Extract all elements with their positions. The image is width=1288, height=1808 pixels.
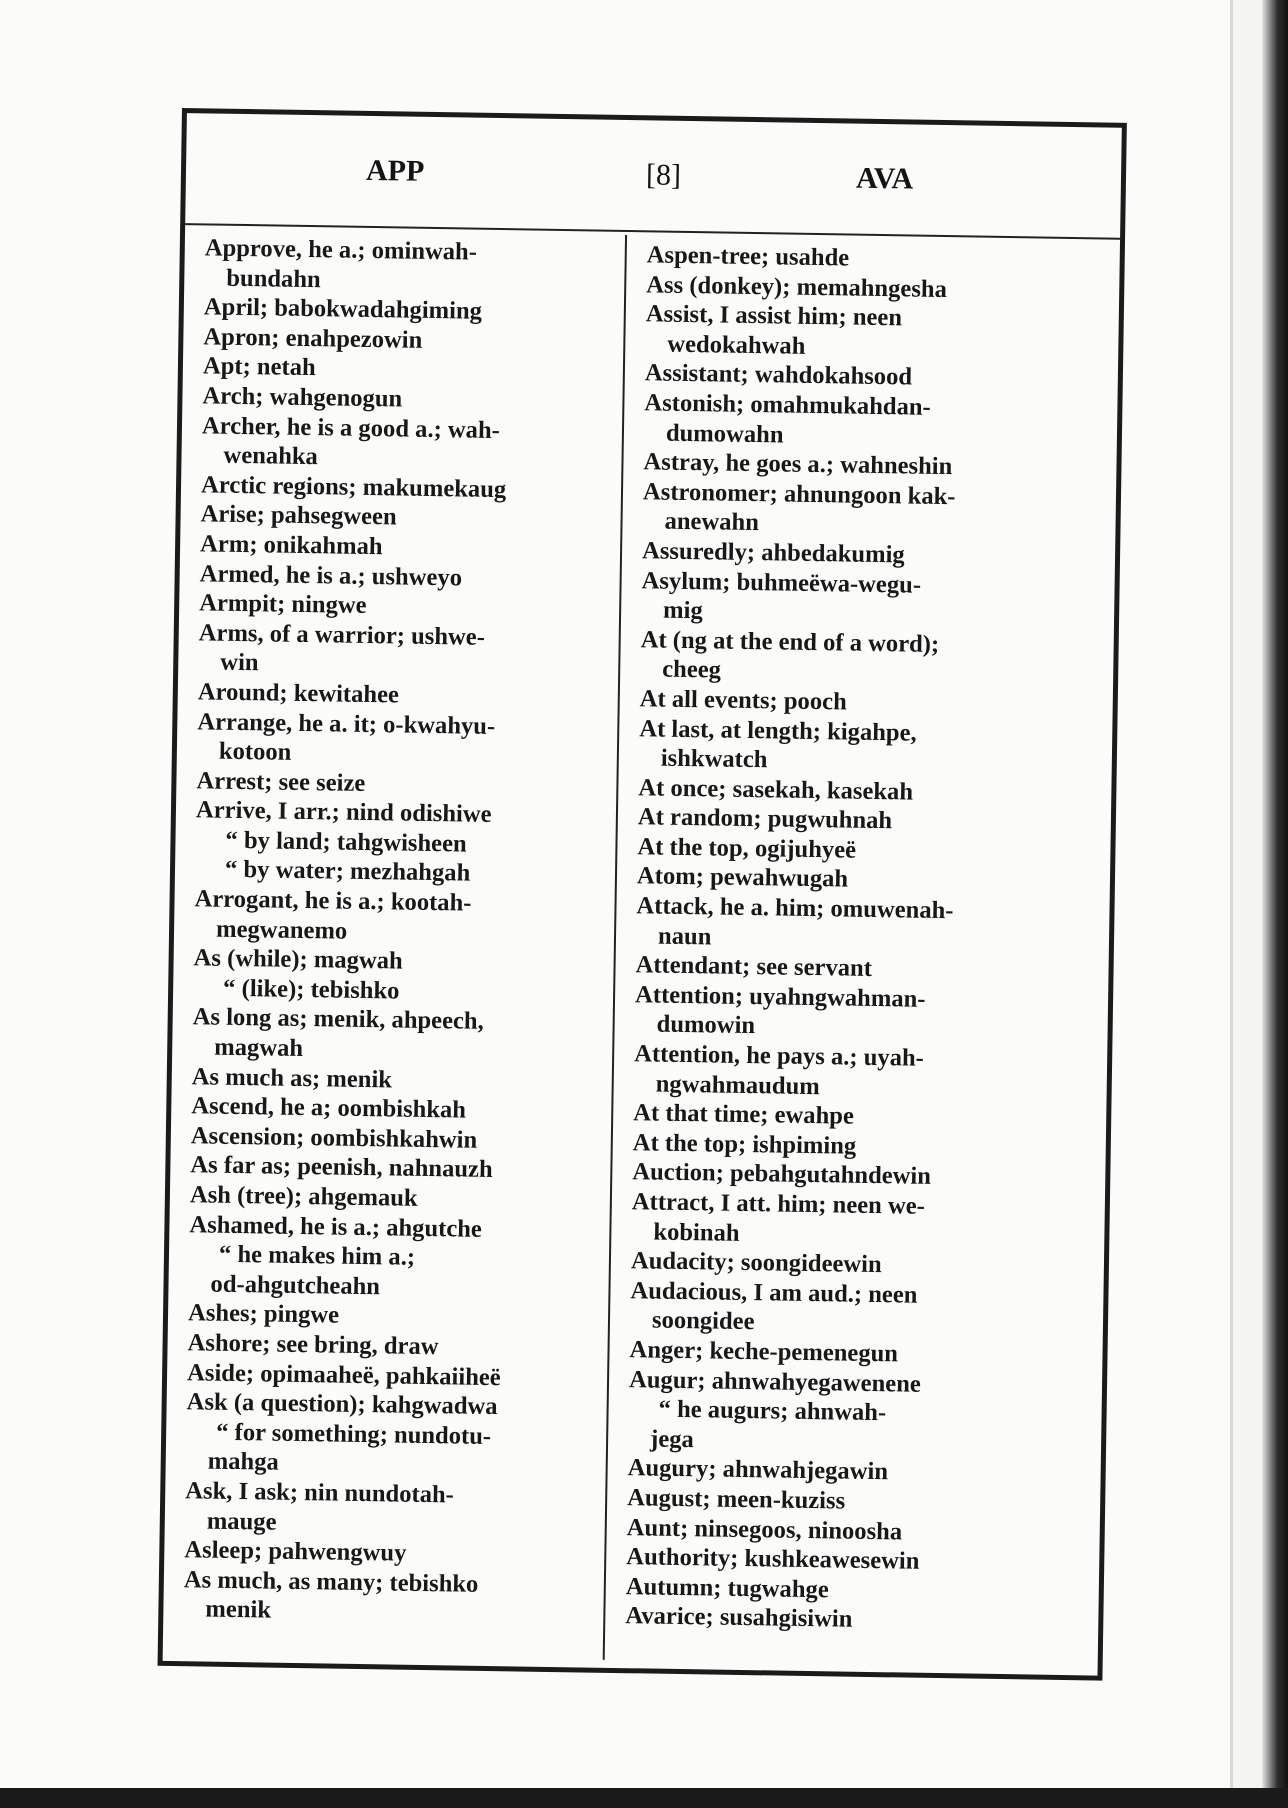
entry-line: Around; kewitahee	[197, 678, 400, 709]
entry-line: Archer, he is a good a.; wah-	[201, 411, 501, 444]
entry-line: Autumn; tugwahge	[625, 1572, 829, 1604]
entry-line: Augur; ahnwahyegawenene	[628, 1365, 921, 1398]
dictionary-entry	[640, 625, 1059, 691]
entry-line: Arrest; see seize	[196, 766, 366, 797]
entry-line: Arm; onikahmah	[199, 530, 383, 561]
entry-line: Arrange, he a. it; o-kwahyu-	[197, 707, 496, 740]
entry-continuation: win	[220, 648, 259, 677]
entry-line: April; babokwadahgiming	[203, 293, 483, 325]
entry-line: Astray, he goes a.; wahneshin	[643, 448, 953, 481]
dictionary-entry	[204, 233, 610, 299]
entry-line: As far as; peenish, nahnauzh	[190, 1151, 493, 1184]
entry-line: Ashes; pingwe	[187, 1299, 340, 1329]
entry-line: At (ng at the end of a word);	[640, 625, 940, 658]
entry-continuation: od-ahgutcheahn	[210, 1270, 381, 1301]
entry-line: Assist, I assist him; neen	[645, 300, 903, 332]
dictionary-entry	[197, 707, 603, 773]
entry-line: Apron; enahpezowin	[203, 323, 423, 354]
entry-line: Arctic regions; makumekaug	[200, 471, 507, 503]
entry-line: Asylum; buhmeëwa-wegu-	[641, 566, 922, 599]
entry-continuation: ishkwatch	[660, 744, 768, 774]
dictionary-entry	[628, 1394, 1047, 1460]
entry-line: “ he augurs; ahnwah-	[658, 1395, 887, 1427]
entry-line: Ask (a question); kahgwadwa	[186, 1388, 498, 1421]
entry-continuation: anewahn	[664, 507, 760, 537]
dictionary-entry	[636, 891, 1055, 957]
entry-line: Auction; pebahgutahndewin	[632, 1158, 932, 1191]
entry-continuation: megwanemo	[215, 915, 348, 945]
dictionary-entry	[641, 566, 1060, 632]
dictionary-entry	[625, 1601, 1043, 1637]
entry-continuation: kobinah	[653, 1218, 740, 1247]
entry-line: Anger; keche-pemenegun	[629, 1336, 899, 1368]
entry-line: Astronomer; ahnungoon kak-	[642, 478, 956, 510]
dictionary-entry	[201, 411, 607, 477]
entry-continuation: mig	[662, 596, 704, 625]
entry-continuation: naun	[657, 922, 712, 951]
entry-line: Approve, he a.; ominwah-	[204, 234, 478, 266]
entry-line: Ascension; oombishkahwin	[190, 1122, 478, 1154]
entry-continuation: cheeg	[662, 655, 722, 684]
right-column	[625, 240, 1065, 1637]
entry-line: Avarice; susahgisiwin	[625, 1602, 853, 1634]
entry-line: Arrogant, he is a.; kootah-	[194, 885, 472, 917]
entry-line: Ask, I ask; nin nundotah-	[185, 1477, 455, 1509]
entry-line: Ashore; see bring, draw	[187, 1329, 439, 1361]
header-left-guideword: APP	[365, 153, 425, 188]
entry-line: Augury; ahnwahjegawin	[627, 1454, 889, 1486]
page-number: [8]	[645, 158, 682, 192]
entry-line: Aspen-tree; usahde	[646, 241, 850, 272]
header-right-guideword: AVA	[855, 161, 914, 196]
dictionary-entry	[194, 884, 600, 950]
entry-line: “ he makes him a.;	[218, 1240, 416, 1271]
entry-continuation: dumowin	[656, 1011, 756, 1040]
dictionary-entry	[183, 1565, 589, 1631]
entry-continuation: soongidee	[651, 1306, 755, 1336]
entry-line: Astonish; omahmukahdan-	[644, 389, 931, 421]
entry-line: Assuredly; ahbedakumig	[641, 537, 905, 569]
entry-line: Armpit; ningwe	[199, 589, 367, 620]
dictionary-entry	[633, 1039, 1052, 1105]
entry-continuation: kotoon	[218, 737, 292, 766]
entry-continuation: wedokahwah	[667, 330, 806, 360]
entry-line: Ascend, he a; oombishkah	[191, 1092, 467, 1124]
dictionary-entry	[186, 1417, 592, 1483]
entry-line: “ for something; nundotu-	[215, 1418, 492, 1450]
entry-line: Assistant; wahdokahsood	[644, 359, 913, 391]
entry-line: Attract, I att. him; neen we-	[631, 1188, 926, 1220]
entry-line: Arise; pahsegween	[200, 500, 397, 531]
entry-line: Apt; netah	[202, 352, 316, 382]
entry-continuation: ngwahmaudum	[655, 1070, 820, 1100]
entry-line: As much as; menik	[191, 1062, 393, 1094]
dictionary-entry	[185, 1476, 591, 1542]
entry-line: Atom; pewahwugah	[636, 862, 849, 894]
entry-continuation: mauge	[206, 1507, 277, 1536]
entry-line: Attendant; see servant	[635, 951, 873, 983]
entry-line: Audacity; soongideewin	[630, 1247, 882, 1279]
entry-line: Audacious, I am aud.; neen	[630, 1276, 918, 1309]
dictionary-entry	[642, 477, 1061, 543]
entry-line: At that time; ewahpe	[633, 1099, 855, 1130]
entry-line: “ (like); tebishko	[222, 974, 400, 1005]
entry-line: As (while); magwah	[193, 944, 403, 975]
dictionary-frame	[158, 108, 1127, 1681]
entry-continuation: magwah	[214, 1033, 304, 1063]
entry-line: Arms, of a warrior; ushwe-	[198, 619, 486, 651]
dictionary-entry	[192, 1003, 598, 1069]
entry-line: Attack, he a. him; omuwenah-	[636, 892, 954, 925]
entry-line: As much, as many; tebishko	[183, 1565, 479, 1598]
entry-line: Ashamed, he is a.; ahgutche	[189, 1210, 483, 1243]
entry-line: Ass (donkey); memahngesha	[646, 270, 948, 303]
entry-continuation: bundahn	[226, 264, 321, 293]
entry-line: Aunt; ninsegoos, ninoosha	[626, 1513, 903, 1546]
page-edge-shadow	[1262, 0, 1288, 1808]
entry-continuation: dumowahn	[665, 419, 784, 449]
entry-line: Ash (tree); ahgemauk	[189, 1181, 418, 1212]
dictionary-entry	[188, 1239, 594, 1305]
dictionary-entry	[198, 618, 604, 684]
page-bottom-edge	[0, 1788, 1288, 1808]
entry-line: Arch; wahgenogun	[202, 382, 403, 413]
entry-line: Attention, he pays a.; uyah-	[633, 1040, 925, 1072]
entry-continuation: mahga	[207, 1447, 280, 1477]
entry-line: August; meen-kuziss	[627, 1484, 846, 1515]
left-column	[183, 233, 610, 1630]
entry-line: As long as; menik, ahpeech,	[192, 1003, 484, 1036]
entry-line: Arrive, I arr.; nind odishiwe	[195, 796, 492, 829]
dictionary-entry	[631, 1187, 1050, 1253]
running-header	[185, 113, 1122, 240]
entry-line: At the top, ogijuhyeë	[637, 833, 857, 864]
entry-continuation: wenahka	[223, 441, 319, 471]
entry-continuation: jega	[649, 1425, 695, 1453]
entry-line: “ by land; tahgwisheen	[225, 826, 467, 858]
entry-line: Asleep; pahwengwuy	[184, 1536, 407, 1567]
entry-line: Aside; opimaaheë, pahkaiiheë	[186, 1358, 501, 1391]
entry-line: At random; pugwuhnah	[637, 803, 893, 835]
entry-line: At once; sasekah, kasekah	[638, 773, 914, 806]
dictionary-entry	[645, 300, 1064, 366]
dictionary-entry	[644, 388, 1063, 454]
entry-continuation: menik	[205, 1595, 272, 1624]
entry-line: At last, at length; kigahpe,	[639, 714, 917, 747]
dictionary-entry	[634, 980, 1053, 1046]
entry-line: Armed, he is a.; ushweyo	[199, 559, 463, 591]
entry-line: Attention; uyahngwahman-	[634, 981, 926, 1013]
dictionary-entry	[639, 714, 1058, 780]
dictionary-entry	[630, 1276, 1049, 1342]
entry-line: At all events; pooch	[639, 685, 847, 716]
entry-line: “ by water; mezhahgah	[224, 856, 471, 888]
entry-line: At the top; ishpiming	[632, 1129, 857, 1160]
entry-line: Authority; kushkeawesewin	[626, 1543, 920, 1575]
